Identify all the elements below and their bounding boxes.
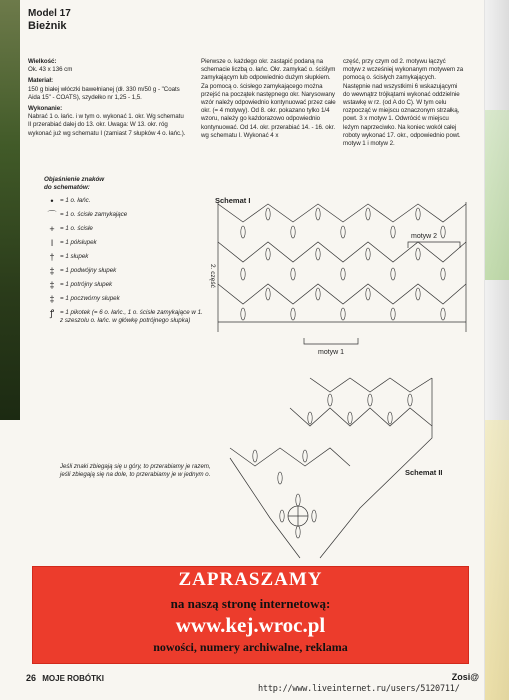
legend-text: = 1 poczwórny słupek <box>60 295 120 302</box>
legend-symbol: ꝭ <box>49 308 55 318</box>
page-footer-right: Zosi@ <box>451 672 479 682</box>
execution-text: Nabrać 1 o. łańc. i w tym o. wykonać 1. okr. Wg schematu II przerabiać dalej do 13. okr. Uwaga: W 13. okr. róg wykonać już wg schematu I (zamiast 7 słupków 4 o. łańc.). <box>28 113 186 137</box>
legend-items <box>44 197 204 325</box>
stitch-leaf <box>441 268 445 280</box>
stitch-leaf <box>278 472 282 484</box>
stitch-leaf <box>241 226 245 238</box>
banner-subline: na naszą stronę internetową: <box>170 596 331 611</box>
s2-top-fan <box>310 378 432 392</box>
legend-item <box>44 309 204 325</box>
stitch-leaf <box>291 308 295 320</box>
stitch-leaf <box>266 248 270 260</box>
schemat-2-label: Schemat II <box>405 468 443 477</box>
legend-item <box>44 295 204 304</box>
stitch-leaf <box>341 308 345 320</box>
ad-banner[interactable] <box>32 566 469 664</box>
stitch-leaf <box>366 248 370 260</box>
material-label: Materiał: <box>28 77 53 85</box>
stitch-leaf <box>241 308 245 320</box>
symbol-legend <box>44 176 204 325</box>
stitch-leaf <box>368 394 372 406</box>
s2-low-fan <box>230 448 350 466</box>
legend-text: = 1 pikotek (= 6 o. łańc., 1 o. ścisłe zamykające w 1. z szeszolu o. łańc. w główkę potrójnego słupka) <box>60 309 203 324</box>
stitch-leaf <box>296 526 300 538</box>
stitch-leaf <box>366 288 370 300</box>
s1-motyw1-label: motyw 1 <box>318 349 345 356</box>
stitch-leaf <box>391 268 395 280</box>
material-text: 150 g białej włóczki bawełnianej (dł. 330 m/50 g - "Coats Aida 15" - COATS), szydełko nr 1,25 - 1,5. <box>28 85 180 101</box>
s2-left-slope <box>230 458 300 558</box>
legend-symbol: ‡ <box>49 266 55 276</box>
execution-label: Wykonanie: <box>28 105 63 113</box>
stitch-leaf <box>303 450 307 462</box>
schemat-1-label: Schemat I <box>215 196 251 205</box>
legend-symbol: ⌒ <box>47 210 57 220</box>
stitch-leaf <box>253 450 257 462</box>
page-number: 26 <box>26 673 37 683</box>
legend-text: = 1 o. ścisłe zamykające <box>60 211 128 218</box>
legend-item <box>44 253 204 262</box>
s1-zigzag-low <box>218 284 466 304</box>
s1-zigzag-mid <box>218 242 466 262</box>
pattern-header <box>28 8 71 32</box>
legend-item <box>44 197 204 206</box>
schemat-2-diagram <box>210 368 452 564</box>
legend-item <box>44 267 204 276</box>
stitch-leaf <box>408 394 412 406</box>
legend-title-2: do schematów: <box>44 184 90 191</box>
legend-symbol: + <box>49 224 55 234</box>
left-photo-strip <box>0 0 20 420</box>
banner-url[interactable]: www.kej.wroc.pl <box>175 613 326 637</box>
s1-motyw2-bracket <box>408 242 460 248</box>
stitch-leaf <box>441 226 445 238</box>
pattern-title: Bieżnik <box>28 20 67 32</box>
schemat-1-diagram <box>208 192 476 360</box>
size-label: Wielkość: <box>28 58 57 65</box>
stitch-leaf <box>328 394 332 406</box>
stitch-leaf <box>348 412 352 424</box>
s1-zigzag-top <box>218 204 466 222</box>
stitch-leaf <box>391 226 395 238</box>
source-watermark: http://www.liveinternet.ru/users/5120711/ <box>258 684 460 694</box>
stitch-leaf <box>291 226 295 238</box>
legend-text: = 1 o. ścisłe <box>60 225 93 232</box>
legend-text: = 1 potrójny słupek <box>60 281 113 288</box>
stitch-leaf <box>341 268 345 280</box>
legend-item <box>44 225 204 234</box>
stitch-leaf <box>391 308 395 320</box>
stitch-leaf <box>366 208 370 220</box>
size-value: Ok. 43 x 136 cm <box>28 66 73 74</box>
stitch-leaf <box>416 248 420 260</box>
stitch-leaf <box>316 248 320 260</box>
stitch-leaf <box>312 510 316 522</box>
s1-motyw2-label: motyw 2 <box>411 233 438 240</box>
column-instructions-right <box>343 58 465 148</box>
stitch-leaf <box>266 208 270 220</box>
legend-item <box>44 281 204 290</box>
legend-title-1: Objaśnienie znaków <box>44 176 105 183</box>
column-instructions-middle <box>201 58 336 140</box>
legend-text: = 1 o. łańc. <box>60 197 91 204</box>
legend-symbol: ǀ <box>50 238 54 248</box>
legend-symbol: † <box>49 252 55 262</box>
stitch-leaf <box>296 494 300 506</box>
stitch-leaf <box>266 288 270 300</box>
stitch-leaf <box>388 412 392 424</box>
page-footer-left <box>26 673 104 683</box>
column-instructions-left <box>28 58 188 141</box>
s1-motyw1-bracket <box>304 338 358 344</box>
stitch-leaf <box>416 288 420 300</box>
stitch-leaf <box>280 510 284 522</box>
stitch-leaf <box>308 412 312 424</box>
s1-side-label: 2. część <box>209 264 216 288</box>
model-number: Model 17 <box>28 8 71 19</box>
stitch-leaf <box>441 308 445 320</box>
legend-text: = 1 słupek <box>60 253 89 260</box>
magazine-name: MOJE ROBÓTKI <box>42 674 105 683</box>
legend-text: = 1 półsłupek <box>60 239 97 246</box>
right-text: część, przy czym od 2. motywu łączyć motyw z wcześniej wykonanym motywem za pomocą o. ścisłych zamykających. Następnie nad wszystkimi 6 wskazującymi do wewnątrz trójkątami wykonać oddzielnie wstawkę w rz. (od A do C). W tym celu rozpocząć w miejscu oznaczonym strzałką, powt. 3 x motyw 1. Odwrócić w miejscu leżym naprzeciwko. Na koniec wokół całej roboty wykonać 17. okr., odpowiednio powt. motyw 1 i motyw 2. <box>343 58 464 148</box>
stitch-leaf <box>416 208 420 220</box>
legend-symbol: • <box>50 196 54 206</box>
banner-headline: ZAPRASZAMY <box>178 569 323 590</box>
banner-tagline: nowości, numery archiwalne, reklama <box>153 640 348 654</box>
stitch-leaf <box>316 288 320 300</box>
right-page-edge <box>484 0 509 700</box>
stitch-leaf <box>341 226 345 238</box>
legend-item <box>44 239 204 248</box>
legend-symbol: ‡ <box>49 280 55 290</box>
stitch-leaf <box>241 268 245 280</box>
legend-text: = 1 podwójny słupek <box>60 267 117 274</box>
middle-text: Pierwsze o. każdego okr. zastąpić podaną na schemacie liczbą o. łańc. Okr. zamykać o. ściślym zamykającym lub odpowiednio dużym słupkiem. Za pomocą o. ścisłego zamykającego można przejść na początek następnego okr. Narysowany wzór należy odpowiednio kontynuować przez całe okr. (= 4 motywy). Od 8. okr. pokazano tylko 1/4 wzoru, należy go każdorazowo odpowiednio kontynuować. Od 14. okr. przerabiać 14. - 16. okr. wg schematu I. Wykonać 4 x <box>201 58 336 139</box>
legend-symbol: ‡ <box>49 294 55 304</box>
symbol-note: Jeśli znaki zbiegają się u góry, to przerabiamy je razem, jeśli zbiegają się na dole, to przerabiamy je w jednym o. <box>60 463 211 478</box>
stitch-leaf <box>291 268 295 280</box>
stitch-leaf <box>316 208 320 220</box>
right-edge-green-tint <box>485 110 509 280</box>
legend-item <box>44 211 204 220</box>
right-edge-yellow-tint <box>485 420 509 700</box>
